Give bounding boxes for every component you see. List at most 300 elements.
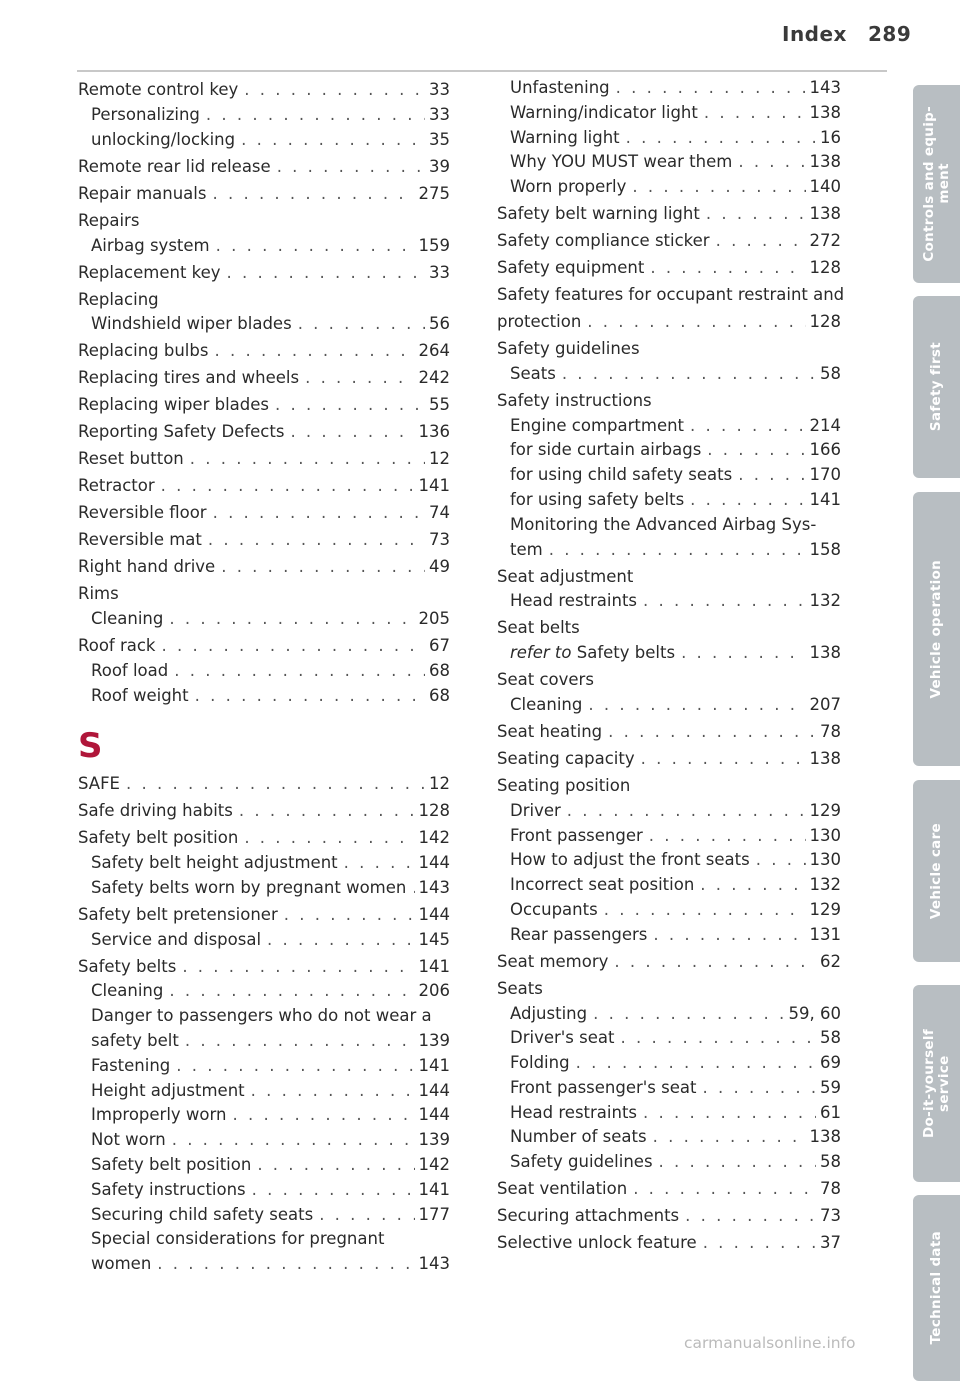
dot-leader xyxy=(212,182,414,207)
dot-leader xyxy=(277,155,425,180)
entry-page-ref[interactable]: 130 xyxy=(809,825,841,845)
entry-text: Worn properly xyxy=(510,177,627,197)
entry-text: Selective unlock feature xyxy=(497,1233,697,1253)
dot-leader xyxy=(174,659,425,684)
entry-page-ref[interactable]: 78 xyxy=(820,1179,841,1199)
entry-text: protection xyxy=(497,312,582,332)
dot-leader xyxy=(549,538,806,563)
dot-leader xyxy=(707,438,805,463)
entry-text: Seat covers xyxy=(497,670,594,690)
entry-page-ref[interactable]: 16 xyxy=(820,127,841,147)
entry-text: Occupants xyxy=(510,899,598,919)
entry-page-ref[interactable]: 49 xyxy=(429,557,450,577)
entry-text: Replacing xyxy=(78,289,159,309)
entry-text xyxy=(510,641,675,666)
index-entry xyxy=(78,528,450,553)
entry-text: Folding xyxy=(510,1053,570,1073)
index-subentry xyxy=(78,103,450,128)
dot-leader xyxy=(632,175,805,200)
dot-leader xyxy=(257,1153,414,1178)
index-subentry xyxy=(497,438,841,463)
dot-leader xyxy=(608,720,816,745)
entry-page-ref[interactable]: 138 xyxy=(809,102,841,122)
entry-page-ref[interactable]: 128 xyxy=(809,258,841,278)
index-entry xyxy=(497,229,841,254)
entry-page-ref[interactable]: 12 xyxy=(429,449,450,469)
entry-page-ref[interactable]: 143 xyxy=(418,1254,450,1274)
entry-text: Warning/indicator light xyxy=(510,102,698,122)
entry-page-ref[interactable]: 205 xyxy=(418,608,450,628)
index-entry xyxy=(497,950,841,975)
dot-leader xyxy=(244,78,425,103)
entry-page-ref[interactable]: 68 xyxy=(429,685,450,705)
entry-page-ref[interactable]: 33 xyxy=(429,80,450,100)
entry-page-ref[interactable]: 55 xyxy=(429,395,450,415)
entry-text: Safety belt warning light xyxy=(497,204,700,224)
index-subentry xyxy=(78,876,450,901)
entry-text: Driver xyxy=(510,800,561,820)
index-entry xyxy=(497,1177,841,1202)
index-subentry xyxy=(497,463,841,488)
index-subentry xyxy=(497,1026,841,1051)
index-entry xyxy=(78,555,450,580)
entry-page-ref[interactable]: 145 xyxy=(418,929,450,949)
entry-text: Safety belt position xyxy=(78,828,239,848)
entry-page-ref[interactable]: 56 xyxy=(429,314,450,334)
entry-text: Safety belt height adjustment xyxy=(91,853,338,873)
entry-page-ref[interactable]: 138 xyxy=(809,748,841,768)
index-subentry xyxy=(497,126,841,151)
index-subentry xyxy=(497,898,841,923)
entry-page-ref[interactable]: 37 xyxy=(820,1233,841,1253)
dot-leader xyxy=(604,898,806,923)
dot-leader xyxy=(704,101,806,126)
index-entry xyxy=(78,366,450,391)
page-number: 289 xyxy=(868,22,912,46)
entry-text: Special considerations for pregnant xyxy=(91,1229,385,1249)
entry-text: Seat adjustment xyxy=(497,566,634,586)
index-subentry xyxy=(497,488,841,513)
entry-page-ref[interactable]: 143 xyxy=(809,78,841,97)
entry-page-ref[interactable]: 131 xyxy=(809,924,841,944)
entry-page-ref[interactable]: 141 xyxy=(418,956,450,976)
dot-leader xyxy=(216,234,415,259)
index-subentry xyxy=(78,1252,450,1277)
entry-text: Safety instructions xyxy=(497,390,652,410)
entry-page-ref[interactable]: 12 xyxy=(429,774,450,794)
entry-text: Replacement key xyxy=(78,262,221,282)
index-subentry xyxy=(497,150,841,175)
entry-text: SAFE xyxy=(78,774,120,794)
chapter-tab[interactable] xyxy=(913,985,960,1182)
entry-page-ref[interactable]: 166 xyxy=(809,440,841,460)
entry-text: How to adjust the front seats xyxy=(510,850,750,870)
dot-leader xyxy=(641,747,806,772)
entry-text: Windshield wiper blades xyxy=(91,314,292,334)
index-subentry xyxy=(497,1051,841,1076)
entry-text: Seat belts xyxy=(497,618,580,638)
dot-leader xyxy=(190,447,425,472)
dot-leader xyxy=(195,684,425,709)
entry-text: Replacing wiper blades xyxy=(78,395,269,415)
entry-text: Reversible floor xyxy=(78,503,207,523)
entry-page-ref[interactable]: 144 xyxy=(418,904,450,924)
entry-text: Safety guidelines xyxy=(497,339,640,359)
entry-page-ref[interactable]: 78 xyxy=(820,721,841,741)
index-subentry xyxy=(78,659,450,684)
dot-leader xyxy=(716,229,806,254)
entry-text: Safety compliance sticker xyxy=(497,231,710,251)
index-entry xyxy=(78,209,450,234)
entry-text: Number of seats xyxy=(510,1127,647,1147)
entry-text: Remote rear lid release xyxy=(78,156,271,176)
entry-text: Safety belts worn by pregnant women xyxy=(91,877,407,897)
entry-text: Repairs xyxy=(78,210,140,230)
entry-text: for using safety belts xyxy=(510,490,685,510)
dot-leader xyxy=(213,501,425,526)
entry-page-ref[interactable]: 206 xyxy=(418,981,450,1001)
entry-text: Improperly worn xyxy=(91,1105,227,1125)
index-entry xyxy=(78,78,450,103)
entry-page-ref[interactable]: 67 xyxy=(429,635,450,655)
entry-text: Seat ventilation xyxy=(497,1179,628,1199)
entry-page-ref[interactable]: 128 xyxy=(809,312,841,332)
dot-leader xyxy=(208,528,425,553)
index-subentry xyxy=(497,1076,841,1101)
index-subentry xyxy=(78,851,450,876)
index-entry xyxy=(78,772,450,797)
dot-leader xyxy=(244,826,414,851)
entry-text: Replacing tires and wheels xyxy=(78,368,300,388)
dot-leader xyxy=(567,799,806,824)
entry-page-ref[interactable]: 139 xyxy=(418,1031,450,1051)
dot-leader xyxy=(685,1204,816,1229)
chapter-tab-label: Vehicle care xyxy=(928,822,944,920)
entry-page-ref[interactable]: 144 xyxy=(418,853,450,873)
chapter-tab[interactable] xyxy=(913,780,960,962)
entry-page-ref[interactable]: 143 xyxy=(418,877,450,897)
entry-page-ref[interactable]: 59 xyxy=(820,1077,841,1097)
dot-leader xyxy=(157,1252,414,1277)
entry-page-ref[interactable]: 141 xyxy=(418,1055,450,1075)
entry-text: Safety belts xyxy=(78,956,177,976)
chapter-tab[interactable] xyxy=(913,1195,960,1381)
entry-page-ref[interactable]: 61 xyxy=(820,1102,841,1122)
dot-leader xyxy=(653,1125,806,1150)
entry-page-ref[interactable]: 132 xyxy=(809,591,841,611)
dot-leader xyxy=(169,979,414,1004)
entry-text: Driver's seat xyxy=(510,1028,615,1048)
index-subentry xyxy=(78,1004,450,1029)
entry-text: Seating capacity xyxy=(497,748,635,768)
dot-leader xyxy=(172,1128,415,1153)
index-subentry xyxy=(497,101,841,126)
index-subentry xyxy=(497,538,841,563)
dot-leader xyxy=(626,126,816,151)
entry-page-ref[interactable]: 275 xyxy=(418,183,450,203)
dot-leader xyxy=(738,463,805,488)
index-subentry xyxy=(497,824,841,849)
index-entry xyxy=(497,747,841,772)
index-subentry xyxy=(78,928,450,953)
entry-text: Seat heating xyxy=(497,721,603,741)
entry-page-ref[interactable]: 264 xyxy=(418,341,450,361)
entry-page-ref[interactable]: 138 xyxy=(809,204,841,224)
entry-page-ref[interactable]: 144 xyxy=(418,1105,450,1125)
index-subentry xyxy=(497,923,841,948)
entry-page-ref[interactable]: 214 xyxy=(809,415,841,435)
dot-leader xyxy=(251,1079,415,1104)
entry-text: Safety belt pretensioner xyxy=(78,904,278,924)
entry-page-ref[interactable]: 74 xyxy=(429,503,450,523)
dot-leader xyxy=(275,393,425,418)
index-subentry xyxy=(78,128,450,153)
entry-text: Right hand drive xyxy=(78,557,216,577)
dot-leader xyxy=(562,362,816,387)
entry-text: Front passenger's seat xyxy=(510,1077,697,1097)
index-subentry xyxy=(497,76,841,101)
dot-leader xyxy=(702,1076,816,1101)
entry-page-ref[interactable]: 58 xyxy=(820,1028,841,1048)
index-letter-heading: S xyxy=(78,726,103,767)
index-subentry xyxy=(78,1178,450,1203)
entry-page-ref[interactable]: 59, 60 xyxy=(788,1003,841,1023)
dot-leader xyxy=(239,799,415,824)
entry-text: unlocking/locking xyxy=(91,129,236,149)
index-entry xyxy=(78,582,450,607)
index-entry xyxy=(78,634,450,659)
chapter-tab[interactable] xyxy=(913,85,960,283)
index-subentry xyxy=(497,362,841,387)
entry-text: for side curtain airbags xyxy=(510,440,702,460)
index-subentry xyxy=(497,175,841,200)
entry-text: Roof weight xyxy=(91,685,189,705)
entry-text: Rims xyxy=(78,584,119,604)
index-subentry xyxy=(78,1203,450,1228)
entry-page-ref[interactable]: 128 xyxy=(418,801,450,821)
index-subentry xyxy=(78,312,450,337)
entry-text: Incorrect seat position xyxy=(510,875,695,895)
index-entry xyxy=(78,826,450,851)
index-entry xyxy=(497,256,841,281)
index-entry xyxy=(497,202,841,227)
entry-text: Securing attachments xyxy=(497,1206,680,1226)
dot-leader xyxy=(169,607,414,632)
dot-leader xyxy=(643,1101,816,1126)
entry-text: Unfastening xyxy=(510,78,610,97)
entry-text: Fastening xyxy=(91,1055,171,1075)
dot-leader xyxy=(344,851,415,876)
entry-page-ref[interactable]: 35 xyxy=(429,129,450,149)
page-header-title: Index xyxy=(782,22,847,46)
entry-text: for using child safety seats xyxy=(510,465,733,485)
index-subentry xyxy=(497,513,841,538)
entry-page-ref[interactable]: 140 xyxy=(809,177,841,197)
dot-leader xyxy=(756,848,806,873)
dot-leader xyxy=(690,414,805,439)
index-subentry xyxy=(497,1125,841,1150)
entry-page-ref[interactable]: 33 xyxy=(429,262,450,282)
entry-text: Securing child safety seats xyxy=(91,1204,314,1224)
entry-text: Replacing bulbs xyxy=(78,341,209,361)
dot-leader xyxy=(633,1177,816,1202)
chapter-tab-label: Vehicle operation xyxy=(928,559,944,699)
entry-page-ref[interactable]: 69 xyxy=(820,1053,841,1073)
entry-text: Remote control key xyxy=(78,80,239,100)
index-subentry xyxy=(78,234,450,259)
entry-text: Reversible mat xyxy=(78,530,202,550)
index-entry xyxy=(78,155,450,180)
dot-leader xyxy=(232,1103,414,1128)
entry-page-ref[interactable]: 132 xyxy=(809,875,841,895)
entry-page-ref[interactable]: 141 xyxy=(418,1179,450,1199)
entry-prefix: refer to xyxy=(510,643,572,663)
entry-page-ref[interactable]: 136 xyxy=(418,422,450,442)
index-subentry xyxy=(78,1128,450,1153)
entry-page-ref[interactable]: 142 xyxy=(418,828,450,848)
dot-leader xyxy=(681,641,805,666)
entry-page-ref[interactable]: 129 xyxy=(809,899,841,919)
chapter-tab-label: Do-it-yourself service xyxy=(920,1028,952,1138)
entry-text: Cleaning xyxy=(91,608,164,628)
dot-leader xyxy=(650,256,805,281)
entry-text: Monitoring the Advanced Airbag Sys- xyxy=(510,514,817,534)
index-entry xyxy=(78,393,450,418)
dot-leader xyxy=(653,923,805,948)
dot-leader xyxy=(182,955,414,980)
entry-page-ref[interactable]: 170 xyxy=(809,465,841,485)
entry-page-ref[interactable]: 129 xyxy=(809,800,841,820)
dot-leader xyxy=(161,474,415,499)
index-subentry xyxy=(78,1029,450,1054)
index-entry xyxy=(78,447,450,472)
entry-text: Reset button xyxy=(78,449,184,469)
entry-page-ref[interactable]: 58 xyxy=(820,363,841,383)
dot-leader xyxy=(206,103,425,128)
index-subentry xyxy=(78,684,450,709)
index-entry xyxy=(78,955,450,980)
index-entry xyxy=(78,182,450,207)
index-entry xyxy=(78,799,450,824)
entry-text: Engine compartment xyxy=(510,415,685,435)
index-subentry xyxy=(497,848,841,873)
entry-text: Head restraints xyxy=(510,591,638,611)
index-entry xyxy=(497,977,841,1002)
entry-page-ref[interactable]: 58 xyxy=(820,1152,841,1172)
entry-text: Cleaning xyxy=(510,695,583,714)
index-entry xyxy=(497,720,841,745)
entry-text: women xyxy=(91,1254,152,1274)
entry-page-ref[interactable]: 177 xyxy=(418,1204,450,1224)
entry-text: Cleaning xyxy=(91,981,164,1001)
dot-leader xyxy=(267,928,414,953)
entry-page-ref[interactable]: 138 xyxy=(809,1127,841,1147)
entry-text: Safety features for occupant restraint and xyxy=(497,285,845,305)
dot-leader xyxy=(284,903,415,928)
dot-leader xyxy=(649,824,806,849)
chapter-tab-label: Controls and equip- ment xyxy=(920,106,952,262)
chapter-tab[interactable] xyxy=(913,492,960,766)
index-subentry xyxy=(78,1103,450,1128)
entry-text: Personalizing xyxy=(91,104,200,124)
entry-text: Rear passengers xyxy=(510,924,648,944)
entry-text: Service and disposal xyxy=(91,929,262,949)
entry-page-ref[interactable]: 130 xyxy=(809,850,841,870)
watermark: carmanualsonline.info xyxy=(684,1334,856,1352)
dot-leader xyxy=(319,1203,414,1228)
entry-text: Safety guidelines xyxy=(510,1152,653,1172)
index-subentry xyxy=(497,589,841,614)
index-entry xyxy=(78,474,450,499)
dot-leader xyxy=(126,772,425,797)
entry-page-ref[interactable]: 138 xyxy=(809,643,841,663)
entry-page-ref[interactable]: 272 xyxy=(809,231,841,251)
index-subentry xyxy=(497,873,841,898)
dot-leader xyxy=(412,876,414,901)
dot-leader xyxy=(700,873,805,898)
entry-page-ref[interactable]: 144 xyxy=(418,1080,450,1100)
entry-text: Safety belt position xyxy=(91,1155,252,1175)
dot-leader xyxy=(214,339,414,364)
entry-text: Safety instructions xyxy=(91,1179,246,1199)
index-entry xyxy=(78,420,450,445)
entry-text: Why YOU MUST wear them xyxy=(510,152,733,172)
dot-leader xyxy=(587,310,805,335)
entry-page-ref[interactable]: 39 xyxy=(429,156,450,176)
entry-page-ref[interactable]: 141 xyxy=(418,476,450,496)
entry-page-ref[interactable]: 73 xyxy=(429,530,450,550)
dot-leader xyxy=(227,261,425,286)
entry-text: Roof rack xyxy=(78,635,156,655)
header-rule xyxy=(77,70,887,72)
index-entry xyxy=(78,339,450,364)
index-subentry xyxy=(497,799,841,824)
index-entry xyxy=(497,668,841,693)
entry-page-ref[interactable]: 33 xyxy=(429,104,450,124)
index-entry xyxy=(497,1204,841,1229)
entry-page-ref[interactable]: 141 xyxy=(809,490,841,510)
index-entry xyxy=(497,616,841,641)
entry-text: Seats xyxy=(510,363,556,383)
dot-leader xyxy=(620,1026,816,1051)
entry-text: Not worn xyxy=(91,1130,166,1150)
index-entry xyxy=(497,337,841,362)
index-entry xyxy=(497,389,841,414)
entry-page-ref[interactable]: 158 xyxy=(809,539,841,559)
entry-text: Warning light xyxy=(510,127,620,147)
entry-text: Head restraints xyxy=(510,1102,638,1122)
entry-page-ref[interactable]: 138 xyxy=(809,152,841,172)
entry-page-ref[interactable]: 242 xyxy=(418,368,450,388)
entry-page-ref[interactable]: 68 xyxy=(429,660,450,680)
chapter-tab[interactable] xyxy=(913,296,960,478)
index-subentry xyxy=(78,979,450,1004)
dot-leader xyxy=(703,1231,816,1256)
index-subentry xyxy=(497,1150,841,1175)
index-entry xyxy=(78,903,450,928)
entry-page-ref[interactable]: 62 xyxy=(820,951,841,971)
dot-leader xyxy=(162,634,426,659)
entry-page-ref[interactable]: 139 xyxy=(418,1130,450,1150)
entry-text: Safe driving habits xyxy=(78,801,233,821)
index-subentry xyxy=(497,641,841,666)
dot-leader xyxy=(305,366,414,391)
entry-page-ref[interactable]: 73 xyxy=(820,1206,841,1226)
entry-page-ref[interactable]: 142 xyxy=(418,1155,450,1175)
index-entry xyxy=(497,283,845,308)
entry-page-ref[interactable]: 207 xyxy=(809,695,841,714)
entry-page-ref[interactable]: 159 xyxy=(418,235,450,255)
